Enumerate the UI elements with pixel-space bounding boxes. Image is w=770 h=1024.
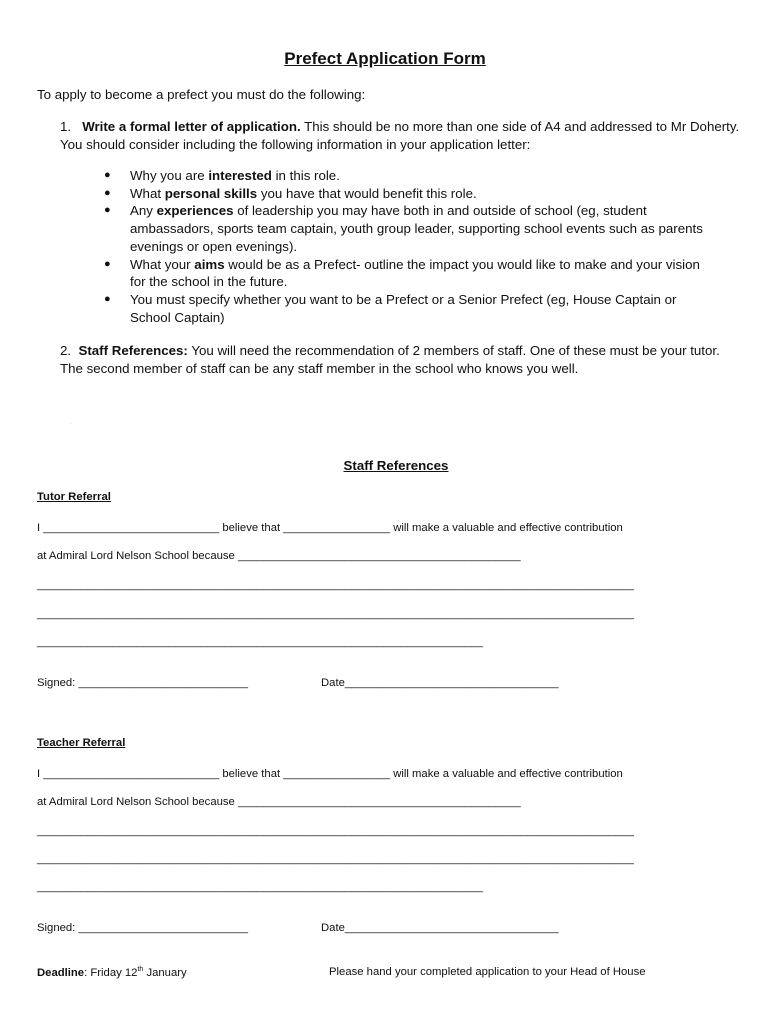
deadline-label: Deadline [37,966,85,979]
page-title: Prefect Application Form [284,49,486,68]
list-item: ● What personal skills you have that would benefit this role. [104,185,477,201]
bullet-icon: ● [104,204,111,217]
teacher-because-line[interactable]: at Admiral Lord Nelson School because _____________________________________________ [37,796,521,808]
instruction-references [60,342,740,377]
tutor-statement-line[interactable]: I ____________________________ believe that _________________ will make a valuable and effective contribution [37,522,623,534]
teacher-blank-line[interactable]: _______________________________________________________________________________________________ [37,853,634,865]
tutor-blank-line[interactable]: _______________________________________________________________________________________________ [37,579,634,591]
item-text: You will need the recommendation of 2 members of staff. One of these must be your tutor. The second member of staff can be any staff member in the school who knows you well. [60,343,720,376]
bullet-icon: ● [104,169,111,181]
bullet-icon: ● [104,257,111,270]
tutor-blank-line[interactable]: _______________________________________________________________________________________________ [37,608,634,620]
list-item: ● Any experiences of leadership you may have both in and outside of school (eg, student ambassadors, sports team captain, youth group leader, supporting school events such as parents evenings or open evenings). [104,203,703,254]
tutor-referral-heading: Tutor Referral [37,491,111,503]
tutor-blank-line[interactable]: _______________________________________________________________________ [37,636,484,648]
tutor-signed-field[interactable]: Signed: ___________________________ [37,677,249,689]
teacher-blank-line[interactable]: _______________________________________________________________________________________________ [37,825,634,837]
intro-text: To apply to become a prefect you must do the following: [37,87,366,102]
list-item: ● Why you are interested in this role. [104,168,340,183]
section-title: Staff References [343,458,449,473]
tutor-because-line[interactable]: at Admiral Lord Nelson School because _____________________________________________ [37,550,521,562]
item-heading: Staff References: [78,343,188,358]
submission-instruction: Please hand your completed application to your Head of House [329,966,646,978]
deadline: Deadline: Friday 12th January [37,966,187,979]
teacher-blank-line[interactable]: _______________________________________________________________________ [37,881,484,893]
teacher-signed-field[interactable]: Signed: ___________________________ [37,922,249,934]
instruction-letter [60,118,740,153]
teacher-statement-line[interactable]: I ____________________________ believe that _________________ will make a valuable and effective contribution [37,768,623,780]
list-item: ● You must specify whether you want to be a Prefect or a Senior Prefect (eg, House Captain or School Captain) [104,291,677,325]
item-number: 2. [60,343,72,358]
item-text: This should be no more than one side of A4 and addressed to Mr Doherty. You should consider including the following information in your application letter: [60,119,740,152]
tutor-date-field[interactable]: Date__________________________________ [321,677,559,689]
bullet-icon: ● [104,292,111,305]
letter-content-list [104,167,714,326]
stray-mark: . [70,420,72,426]
teacher-date-field[interactable]: Date__________________________________ [321,922,559,934]
item-heading: Write a formal letter of application. [82,119,301,134]
list-item: ● What your aims would be as a Prefect- outline the impact you would like to make and your vision for the school in the future. [104,256,700,290]
item-number: 1. [60,119,72,134]
bullet-icon: ● [104,186,111,199]
teacher-referral-heading: Teacher Referral [37,737,126,749]
